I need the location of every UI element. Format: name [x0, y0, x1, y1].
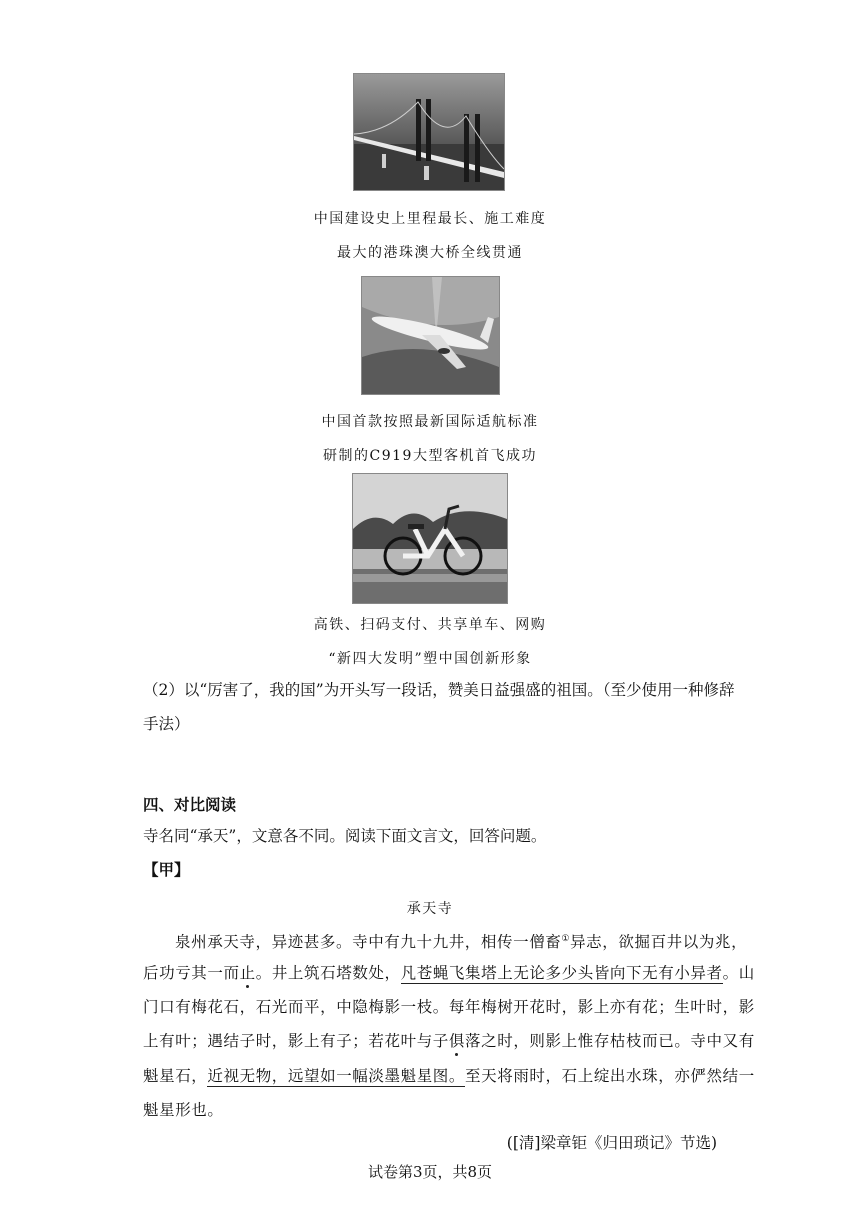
- passage-line4-a: 上有叶；遇结子时，影上有子；若花叶与子: [143, 1032, 449, 1050]
- bridge-photo: [353, 73, 505, 191]
- page-footer: 试卷第3页，共8页: [367, 1163, 493, 1181]
- question2-line2: 手法）: [143, 715, 190, 733]
- question2-line1: （2）以“厉害了，我的国”为开头写一段话，赞美日益强盛的祖国。（至少使用一种修辞: [143, 681, 735, 699]
- figure2-caption-line2: 研制的C919大型客机首飞成功: [323, 448, 537, 464]
- section4-title: 四、对比阅读: [143, 795, 237, 814]
- passage-line4: [143, 1029, 755, 1051]
- passage-line2: [143, 961, 755, 983]
- dotted-char-ju: 俱: [448, 1032, 466, 1050]
- passage-line2-b: 。井上筑石塔数处，: [255, 964, 401, 982]
- passage-line3: 门口有梅花石，石光而平，中隐梅影一枝。每年梅树开花时，影上亦有花；生叶时，影: [143, 998, 755, 1016]
- figure1-caption-line1: 中国建设史上里程最长、施工难度: [313, 211, 547, 227]
- jia-label: 【甲】: [143, 860, 190, 879]
- passage-line5: [143, 1064, 755, 1086]
- figure3-caption-line1: 高铁、扫码支付、共享单车、网购: [313, 617, 547, 633]
- passage-line1-b: 异志，欲掘百井以为兆，: [570, 933, 748, 951]
- passage-line1-a: 泉州承天寺，异迹甚多。寺中有九十九井，相传一僧畜: [175, 933, 562, 951]
- passage-line1: [175, 930, 748, 952]
- bicycle-photo: [352, 473, 508, 604]
- figure2-caption-line1: 中国首款按照最新国际适航标准: [321, 414, 539, 430]
- underlined-sentence-1: 凡苍蝇飞集塔上无论多少头皆向下无有小异者: [400, 964, 723, 982]
- underlined-sentence-2: 近视无物，远望如一幅淡墨魁星图。: [207, 1067, 466, 1085]
- passage-line5-b: 至天将雨时，石上绽出水珠，亦俨然结一: [465, 1067, 755, 1085]
- passage-line4-b: 落之时，则影上惟存枯枝而已。寺中又有: [465, 1032, 755, 1050]
- poem-title: 承天寺: [406, 901, 454, 917]
- passage-line6: 魁星形也。: [143, 1101, 224, 1119]
- footnote-marker: ①: [561, 933, 571, 944]
- passage-line2-a: 后功亏其一而: [143, 964, 240, 982]
- figure3-caption-line2: “新四大发明”塑中国创新形象: [328, 651, 532, 667]
- section4-intro: 寺名同“承天”，文意各不同。阅读下面文言文，回答问题。: [143, 827, 547, 845]
- airplane-photo: [361, 276, 500, 395]
- passage-line2-c: 。山: [722, 964, 755, 982]
- dotted-char-zhi: 止: [239, 964, 256, 982]
- passage-source: ([清]梁章钜《归田琐记》节选): [506, 1134, 717, 1152]
- passage-line5-a: 魁星石，: [143, 1067, 208, 1085]
- figure1-caption-line2: 最大的港珠澳大桥全线贯通: [337, 245, 523, 261]
